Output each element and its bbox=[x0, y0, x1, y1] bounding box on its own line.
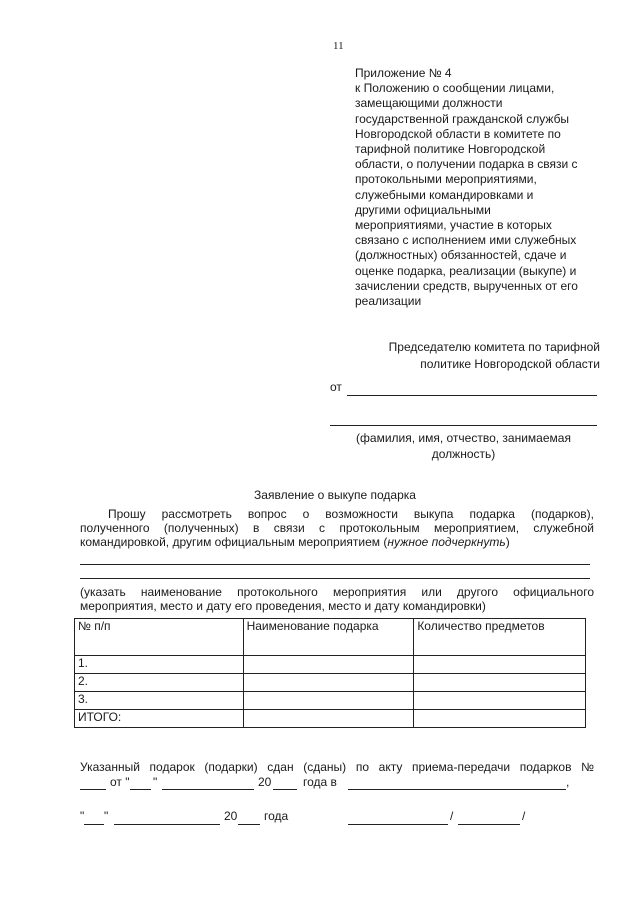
annex-line: другими официальными bbox=[355, 202, 491, 217]
event-hint bbox=[80, 585, 594, 613]
annex-block bbox=[355, 66, 605, 309]
sign-month-field[interactable] bbox=[114, 824, 220, 825]
event-field-2[interactable] bbox=[80, 578, 590, 579]
sign-year-suffix: года bbox=[264, 809, 289, 823]
total-label: ИТОГО: bbox=[75, 710, 244, 728]
from-hint-line-2: должность) bbox=[431, 447, 496, 461]
request-line-1: Прошу рассмотреть вопрос о возможности выкупа подарка (подарков), bbox=[108, 507, 594, 521]
from-hint-line-1: (фамилия, имя, отчество, занимаемая bbox=[356, 431, 571, 445]
handover-from: от " bbox=[110, 775, 130, 789]
signature-decoding-field[interactable] bbox=[458, 824, 520, 825]
signature-slash-2: / bbox=[522, 809, 526, 823]
gift-name-cell[interactable] bbox=[243, 674, 414, 692]
handover-in: года в bbox=[303, 775, 337, 789]
gift-name-cell[interactable] bbox=[243, 692, 414, 710]
sign-year-field[interactable] bbox=[238, 824, 260, 825]
annex-line: Новгородской области в комитете по bbox=[355, 126, 561, 141]
event-hint-line-2: мероприятия, место и дату его проведения, место и дату командировки) bbox=[80, 599, 486, 613]
handover-quote: " bbox=[153, 775, 158, 789]
recipient-line-1: Председателю комитета по тарифной bbox=[388, 340, 600, 354]
annex-line: Приложение № 4 bbox=[355, 66, 452, 80]
request-line-3 bbox=[80, 535, 594, 549]
quantity-cell[interactable] bbox=[414, 692, 586, 710]
row-number: 1. bbox=[75, 656, 244, 674]
annex-line: протокольными мероприятиями, bbox=[355, 172, 537, 187]
request-line-2: полученного (полученных) в связи с протокольным мероприятием, служебной bbox=[80, 521, 594, 535]
table-row bbox=[75, 692, 586, 710]
table-row bbox=[75, 656, 586, 674]
request-line-3-end: ) bbox=[505, 535, 510, 549]
header-gift-name: Наименование подарка bbox=[243, 619, 414, 656]
signature-slash-1: / bbox=[450, 809, 454, 823]
act-month-field[interactable] bbox=[162, 789, 254, 790]
annex-line: связано с исполнением ими служебных bbox=[355, 233, 577, 248]
header-number: № п/п bbox=[75, 619, 244, 656]
total-quantity-cell[interactable] bbox=[414, 710, 586, 728]
handover-year-prefix: 20 bbox=[258, 775, 272, 789]
annex-line: замещающими должности bbox=[355, 96, 503, 111]
act-place-field[interactable] bbox=[348, 789, 566, 790]
signature-field[interactable] bbox=[348, 824, 448, 825]
row-number: 2. bbox=[75, 674, 244, 692]
sign-year-prefix: 20 bbox=[224, 809, 238, 823]
annex-line: тарифной политике Новгородской bbox=[355, 142, 546, 157]
quantity-cell[interactable] bbox=[414, 656, 586, 674]
handover-line-1: Указанный подарок (подарки) сдан (сданы) по акту приема-передачи подарков № bbox=[80, 760, 594, 774]
act-year-field[interactable] bbox=[273, 789, 297, 790]
event-hint-line-1: (указать наименование протокольного мероприятия или другого официального bbox=[80, 585, 594, 599]
table-total-row bbox=[75, 710, 586, 728]
document-title: Заявление о выкупе подарка bbox=[254, 488, 416, 502]
sign-day-field[interactable] bbox=[84, 824, 104, 825]
annex-line: зачислении средств, вырученных от его bbox=[355, 278, 578, 293]
request-line-3-main: командировкой, другим официальным мероприятием ( bbox=[80, 535, 388, 549]
table-row bbox=[75, 674, 586, 692]
recipient-line-2: политике Новгородской области bbox=[420, 357, 600, 371]
annex-line: оценке подарка, реализации (выкупе) и bbox=[355, 263, 577, 278]
sign-quote-open: " bbox=[80, 809, 85, 823]
total-gift-name-cell[interactable] bbox=[243, 710, 414, 728]
act-day-field[interactable] bbox=[130, 789, 151, 790]
annex-line: реализации bbox=[355, 294, 422, 309]
from-position-field[interactable] bbox=[330, 425, 597, 426]
request-paragraph bbox=[80, 507, 594, 549]
annex-line: государственной гражданской службы bbox=[355, 111, 570, 126]
from-label: от bbox=[330, 380, 342, 394]
handover-comma: , bbox=[566, 775, 570, 789]
gift-name-cell[interactable] bbox=[243, 656, 414, 674]
request-line-3-italic: нужное подчеркнуть bbox=[387, 535, 506, 549]
table-header-row bbox=[75, 619, 586, 656]
recipient-block bbox=[389, 339, 600, 373]
annex-line: служебными командировками и bbox=[355, 187, 534, 202]
gift-table bbox=[74, 618, 586, 728]
quantity-cell[interactable] bbox=[414, 674, 586, 692]
act-number-field[interactable] bbox=[80, 789, 106, 790]
annex-line: области, о получении подарка в связи с bbox=[355, 157, 578, 172]
annex-line: к Положению о сообщении лицами, bbox=[355, 81, 555, 96]
from-hint bbox=[330, 430, 597, 462]
header-quantity: Количество предметов bbox=[414, 619, 586, 656]
from-name-field[interactable] bbox=[347, 395, 597, 396]
page-number: 11 bbox=[333, 40, 344, 52]
annex-line: (должностных) обязанностей, сдаче и bbox=[355, 248, 567, 263]
event-field-1[interactable] bbox=[80, 564, 590, 565]
row-number: 3. bbox=[75, 692, 244, 710]
annex-line: мероприятиями, участие в которых bbox=[355, 218, 552, 233]
sign-quote-close: " bbox=[104, 809, 109, 823]
